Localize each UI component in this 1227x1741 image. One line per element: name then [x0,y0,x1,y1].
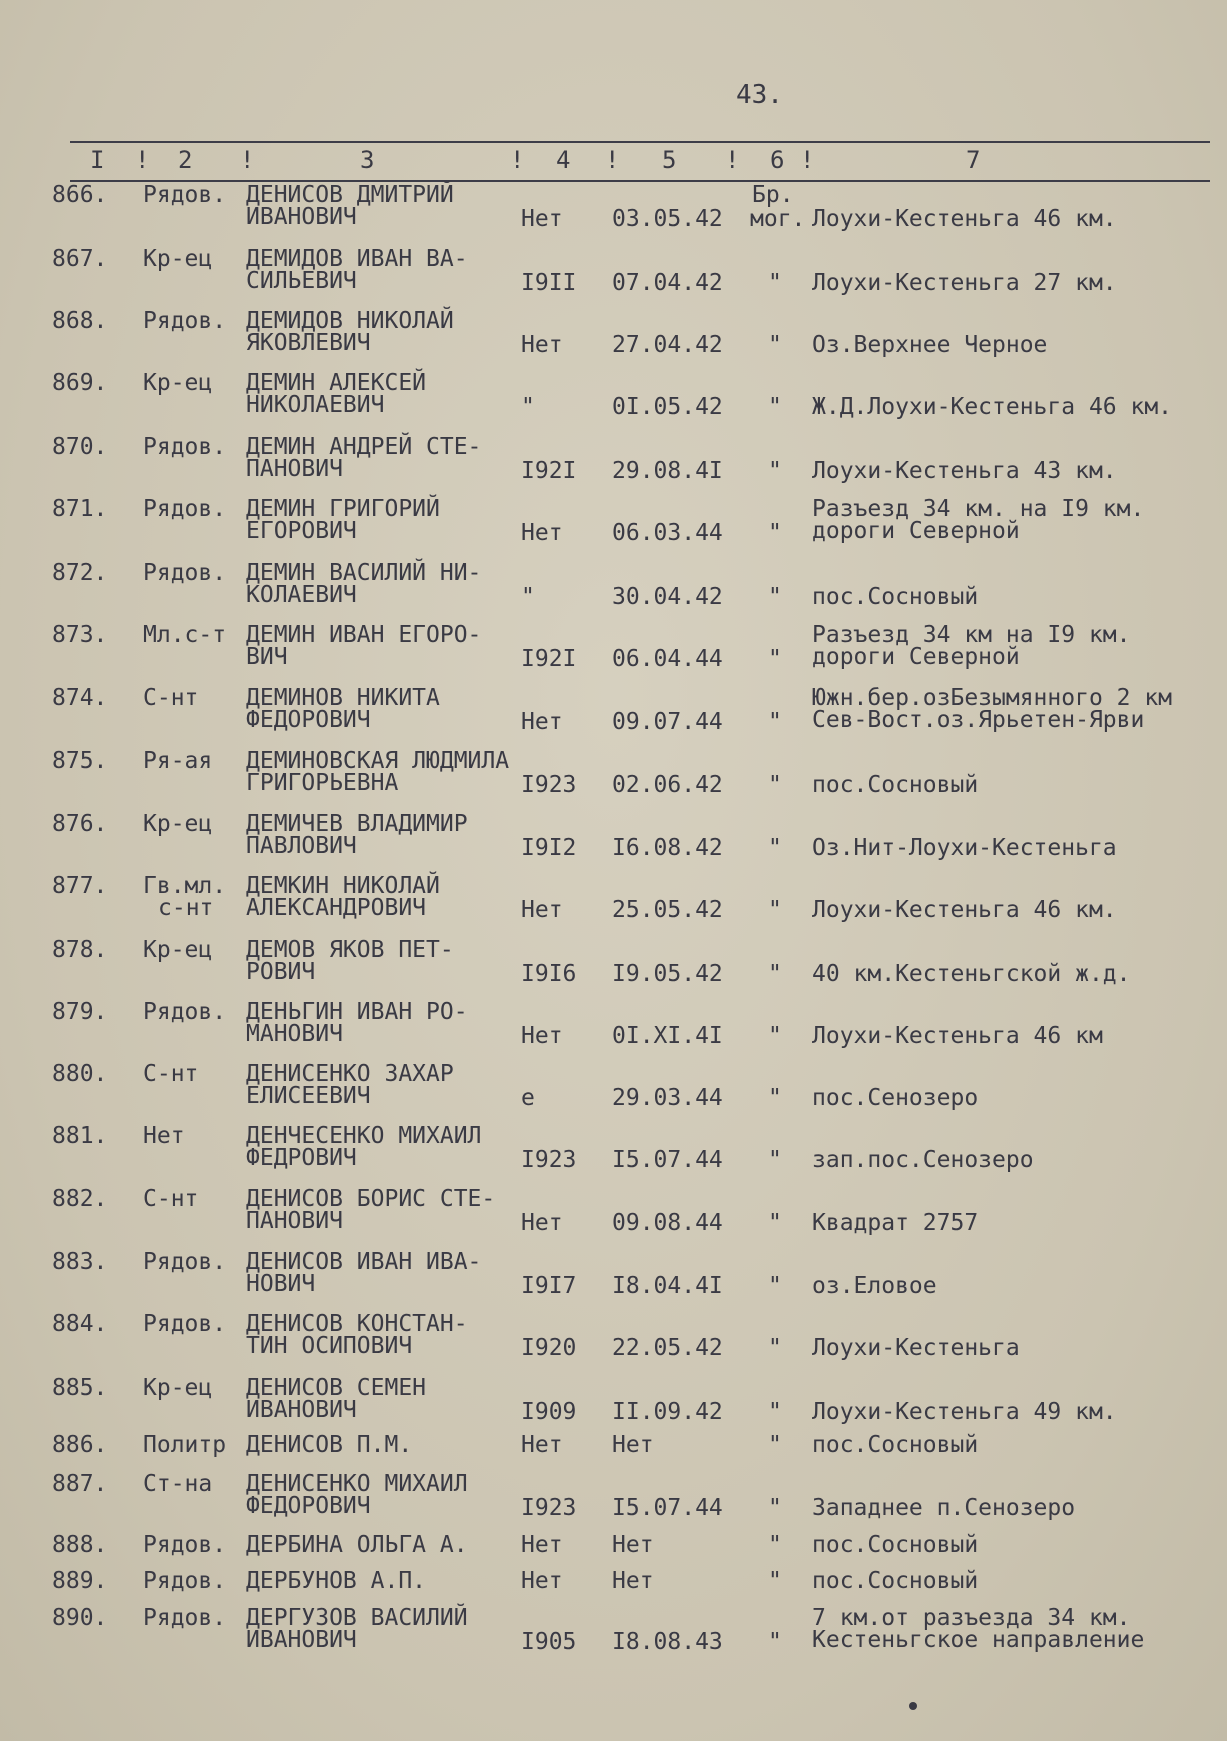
name-line-1: ДЕНИСЕНКО МИХАИЛ [246,1471,468,1497]
ditto-mark: " [768,1273,782,1299]
table-row [0,1247,1227,1309]
ditto-mark: " [768,1432,782,1458]
ditto-mark: " [768,270,782,296]
column-separator: ! [510,146,525,174]
death-date-cell: 0I.05.42 [612,394,723,420]
column-header: 6 [770,146,785,174]
death-date-cell: 29.08.4I [612,458,723,484]
birth-year-cell: I9I2 [521,835,577,861]
row-number: 882. [52,1186,108,1212]
birth-year-cell: I9I7 [521,1273,577,1299]
birth-year-cell: I923 [521,1495,577,1521]
name-line-1: ДЕМИДОВ ИВАН ВА- [246,246,468,272]
table-row [0,620,1227,682]
place-line-1: Лоухи-Кестеньга 46 км. [812,897,1117,923]
name-line-2: ПАНОВИЧ [246,456,343,482]
row-number: 886. [52,1432,108,1458]
rank-cell: С-нт [143,685,199,711]
name-line-2: ЕЛИСЕЕВИЧ [246,1083,371,1109]
ditto-mark: " [768,1147,782,1173]
death-date-cell: 25.05.42 [612,897,723,923]
table-row [0,746,1227,808]
name-line-2: РОВИЧ [246,959,316,985]
death-date-cell: 0I.XI.4I [612,1023,723,1049]
row-number: 876. [52,811,108,837]
name-line-1: ДЕРБУНОВ А.П. [246,1568,427,1594]
place-line-1: Оз.Нит-Лоухи-Кестеньга [812,835,1117,861]
birth-year-cell: Нет [521,206,563,232]
name-line-2: ЯКОВЛЕВИЧ [246,330,371,356]
rank-cell: С-нт [143,1186,199,1212]
name-line-1: ДЕМИЧЕВ ВЛАДИМИР [246,811,468,837]
birth-year-cell: I92I [521,646,577,672]
death-date-cell: 06.04.44 [612,646,723,672]
row-number: 873. [52,622,108,648]
name-line-2: АЛЕКСАНДРОВИЧ [246,895,427,921]
ditto-mark: " [768,1023,782,1049]
place-line-1: пос.Сосновый [812,772,979,798]
death-date-cell: 09.07.44 [612,709,723,735]
birth-year-cell: Нет [521,1432,563,1458]
table-row [0,306,1227,368]
rank-cell: Мл.с-т [143,622,227,648]
name-line-2: ПАНОВИЧ [246,1208,343,1234]
table-row [0,1184,1227,1246]
row-number: 878. [52,937,108,963]
birth-year-cell: Нет [521,1532,563,1558]
name-line-1: ДЕНИСОВ СЕМЕН [246,1375,427,1401]
name-line-2: ИВАНОВИЧ [246,204,357,230]
name-line-2: ФЕДОРОВИЧ [246,707,371,733]
death-date-cell: Нет [612,1568,654,1594]
place-line-1: Лоухи-Кестеньга 46 км [812,1023,1103,1049]
table-row [0,1603,1227,1665]
place-line-1: Западнее п.Сенозеро [812,1495,1076,1521]
table-row [0,1373,1227,1435]
table-row [0,871,1227,933]
row-number: 888. [52,1532,108,1558]
rank-cell: Рядов. [143,1605,227,1631]
table-row [0,1059,1227,1121]
name-line-2: КОЛАЕВИЧ [246,582,357,608]
name-line-2: НОВИЧ [246,1271,316,1297]
table-row [0,1309,1227,1371]
column-header: I [90,146,105,174]
rank-cell: Кр-ец [143,370,213,396]
place-line-1: Лоухи-Кестеньга 27 км. [812,270,1117,296]
column-separator: ! [800,146,815,174]
birth-year-cell: I923 [521,1147,577,1173]
birth-year-cell: Нет [521,709,563,735]
row-number: 884. [52,1311,108,1337]
place-line-1: Лоухи-Кестеньга 49 км. [812,1399,1117,1425]
place-line-1: пос.Сосновый [812,1432,979,1458]
ditto-mark: " [768,394,782,420]
column-separator: ! [135,146,150,174]
table-row [0,494,1227,556]
death-date-cell: I9.05.42 [612,961,723,987]
rank-cell: Ст-на [143,1471,213,1497]
death-date-cell: I5.07.44 [612,1495,723,1521]
place-line-1: Ж.Д.Лоухи-Кестеньга 46 км. [812,394,1173,420]
name-line-2: СИЛЬЕВИЧ [246,268,357,294]
ditto-mark: " [768,1629,782,1655]
column-header: 3 [360,146,375,174]
place-line-1: Квадрат 2757 [812,1210,979,1236]
place-line-2: дороги Северной [812,518,1020,544]
birth-year-cell: Нет [521,1568,563,1594]
row-number: 889. [52,1568,108,1594]
birth-year-cell: I920 [521,1335,577,1361]
place-line-1: Разъезд 34 км. на I9 км. [812,496,1145,522]
column-header: 5 [662,146,677,174]
death-date-cell: 22.05.42 [612,1335,723,1361]
name-line-2: ЕГОРОВИЧ [246,518,357,544]
row-number: 868. [52,308,108,334]
name-line-2: МАНОВИЧ [246,1021,343,1047]
place-line-1: пос.Сенозеро [812,1085,979,1111]
ditto-mark: " [768,1495,782,1521]
death-date-cell: Нет [612,1432,654,1458]
table-row [0,1121,1227,1183]
rank-cell: Рядов. [143,434,227,460]
place-line-1: Лоухи-Кестеньга 43 км. [812,458,1117,484]
birth-year-cell: I923 [521,772,577,798]
name-line-1: ДЕНИСОВ ДМИТРИЙ [246,182,454,208]
birth-year-cell: Нет [521,332,563,358]
death-date-cell: II.09.42 [612,1399,723,1425]
ditto-mark: мог. [750,206,806,232]
rank-cell: Рядов. [143,308,227,334]
death-date-cell: 06.03.44 [612,520,723,546]
death-date-cell: 07.04.42 [612,270,723,296]
ditto-mark: " [768,584,782,610]
table-row [0,809,1227,871]
ink-dot [909,1702,917,1710]
row-number: 872. [52,560,108,586]
rank-cell: Рядов. [143,496,227,522]
row-number: 887. [52,1471,108,1497]
ditto-mark: " [768,835,782,861]
row-number: 885. [52,1375,108,1401]
death-date-cell: Нет [612,1532,654,1558]
rank-cell: Рядов. [143,182,227,208]
birth-year-cell: Нет [521,897,563,923]
rank-cell: Кр-ец [143,937,213,963]
name-line-2: ВИЧ [246,644,288,670]
ditto-mark: " [768,772,782,798]
name-line-1: ДЕНЧЕСЕНКО МИХАИЛ [246,1123,482,1149]
column-separator: ! [605,146,620,174]
rank-cell: Нет [143,1123,185,1149]
ditto-mark: " [768,1568,782,1594]
row-number: 866. [52,182,108,208]
table-row [0,432,1227,494]
name-line-1: ДЕНИСЕНКО ЗАХАР [246,1061,454,1087]
place-line-1: пос.Сосновый [812,1568,979,1594]
birth-year-cell: Нет [521,1023,563,1049]
ditto-mark: " [768,458,782,484]
birth-year-cell: Нет [521,1210,563,1236]
table-row [0,244,1227,306]
death-date-cell: 30.04.42 [612,584,723,610]
row-number: 881. [52,1123,108,1149]
name-line-1: ДЕМИН ВАСИЛИЙ НИ- [246,560,482,586]
death-date-cell: 27.04.42 [612,332,723,358]
row-number: 869. [52,370,108,396]
name-line-1: ДЕНИСОВ КОНСТАН- [246,1311,468,1337]
birth-year-cell: " [521,394,535,420]
name-line-2: ИВАНОВИЧ [246,1397,357,1423]
table-row [0,683,1227,745]
name-line-1: ДЕМИДОВ НИКОЛАЙ [246,308,454,334]
place-line-1: 7 км.от разъезда 34 км. [812,1605,1131,1631]
row-number: 871. [52,496,108,522]
death-date-cell: I8.04.4I [612,1273,723,1299]
row-number: 870. [52,434,108,460]
burial-type: Бр. [752,182,794,208]
death-date-cell: I6.08.42 [612,835,723,861]
column-separator: ! [725,146,740,174]
row-number: 874. [52,685,108,711]
rank-cell: С-нт [143,1061,199,1087]
name-line-1: ДЕМОВ ЯКОВ ПЕТ- [246,937,454,963]
row-number: 890. [52,1605,108,1631]
ditto-mark: " [768,1210,782,1236]
name-line-1: ДЕМИНОВСКАЯ ЛЮДМИЛА [246,748,510,774]
rank-cell: Рядов. [143,560,227,586]
rank-cell-cont: с-нт [158,895,214,921]
name-line-1: ДЕМИН ГРИГОРИЙ [246,496,440,522]
column-header: 4 [556,146,571,174]
place-line-2: Кестеньгское направление [812,1627,1145,1653]
table-row [0,935,1227,997]
ditto-mark: " [768,1532,782,1558]
ditto-mark: " [768,332,782,358]
place-line-2: дороги Северной [812,644,1020,670]
ditto-mark: " [768,709,782,735]
birth-year-cell: " [521,584,535,610]
place-line-1: оз.Еловое [812,1273,937,1299]
birth-year-cell: Нет [521,520,563,546]
rank-cell: Кр-ец [143,246,213,272]
name-line-1: ДЕНЬГИН ИВАН РО- [246,999,468,1025]
name-line-1: ДЕРГУЗОВ ВАСИЛИЙ [246,1605,468,1631]
name-line-1: ДЕНИСОВ ИВАН ИВА- [246,1249,482,1275]
place-line-2: Сев-Вост.оз.Ярьетен-Ярви [812,707,1145,733]
ditto-mark: " [768,1085,782,1111]
death-date-cell: I5.07.44 [612,1147,723,1173]
place-line-1: Лоухи-Кестеньга [812,1335,1020,1361]
death-date-cell: 29.03.44 [612,1085,723,1111]
ditto-mark: " [768,646,782,672]
rank-cell: Рядов. [143,1311,227,1337]
name-line-2: ФЕДРОВИЧ [246,1145,357,1171]
place-line-1: Лоухи-Кестеньга 46 км. [812,206,1117,232]
place-line-1: 40 км.Кестеньгской ж.д. [812,961,1131,987]
birth-year-cell: I9II [521,270,577,296]
name-line-2: НИКОЛАЕВИЧ [246,392,385,418]
birth-year-cell: I909 [521,1399,577,1425]
rank-cell: Кр-ец [143,1375,213,1401]
name-line-2: ПАВЛОВИЧ [246,833,357,859]
name-line-1: ДЕМИНОВ НИКИТА [246,685,440,711]
name-line-1: ДЕРБИНА ОЛЬГА А. [246,1532,468,1558]
ditto-mark: " [768,897,782,923]
birth-year-cell: I9I6 [521,961,577,987]
ditto-mark: " [768,1335,782,1361]
place-line-1: Южн.бер.озБезымянного 2 км [812,685,1173,711]
table-row [0,997,1227,1059]
row-number: 867. [52,246,108,272]
birth-year-cell: е [521,1085,535,1111]
row-number: 879. [52,999,108,1025]
death-date-cell: 03.05.42 [612,206,723,232]
rank-cell: Рядов. [143,1532,227,1558]
rank-cell: Кр-ец [143,811,213,837]
table-row [0,1469,1227,1531]
column-separator: ! [240,146,255,174]
column-header: 2 [178,146,193,174]
place-line-1: пос.Сосновый [812,584,979,610]
name-line-1: ДЕНИСОВ П.М. [246,1432,413,1458]
name-line-2: ИВАНОВИЧ [246,1627,357,1653]
ditto-mark: " [768,520,782,546]
ditto-mark: " [768,1399,782,1425]
name-line-1: ДЕМКИН НИКОЛАЙ [246,873,440,899]
rank-cell: Рядов. [143,1568,227,1594]
name-line-2: ФЕДОРОВИЧ [246,1493,371,1519]
place-line-1: пос.Сосновый [812,1532,979,1558]
birth-year-cell: I92I [521,458,577,484]
rank-cell: Политр [143,1432,227,1458]
place-line-1: Разъезд 34 км на I9 км. [812,622,1131,648]
name-line-1: ДЕМИН АНДРЕЙ СТЕ- [246,434,482,460]
rank-cell: Рядов. [143,1249,227,1275]
table-row [0,180,1227,242]
name-line-1: ДЕМИН ИВАН ЕГОРО- [246,622,482,648]
rank-cell: Ря-ая [143,748,213,774]
name-line-1: ДЕМИН АЛЕКСЕЙ [246,370,427,396]
name-line-1: ДЕНИСОВ БОРИС СТЕ- [246,1186,496,1212]
name-line-2: ТИН ОСИПОВИЧ [246,1333,413,1359]
page-number: 43. [736,80,783,110]
rank-cell: Гв.мл. [143,873,227,899]
row-number: 877. [52,873,108,899]
place-line-1: Оз.Верхнее Черное [812,332,1048,358]
birth-year-cell: I905 [521,1629,577,1655]
column-header: 7 [966,146,981,174]
death-date-cell: I8.08.43 [612,1629,723,1655]
row-number: 883. [52,1249,108,1275]
row-number: 875. [52,748,108,774]
table-row [0,368,1227,430]
row-number: 880. [52,1061,108,1087]
rank-cell: Рядов. [143,999,227,1025]
ditto-mark: " [768,961,782,987]
header-rule-top [70,141,1210,143]
name-line-2: ГРИГОРЬЕВНА [246,770,399,796]
place-line-1: зап.пос.Сенозеро [812,1147,1034,1173]
death-date-cell: 09.08.44 [612,1210,723,1236]
death-date-cell: 02.06.42 [612,772,723,798]
table-row [0,558,1227,620]
